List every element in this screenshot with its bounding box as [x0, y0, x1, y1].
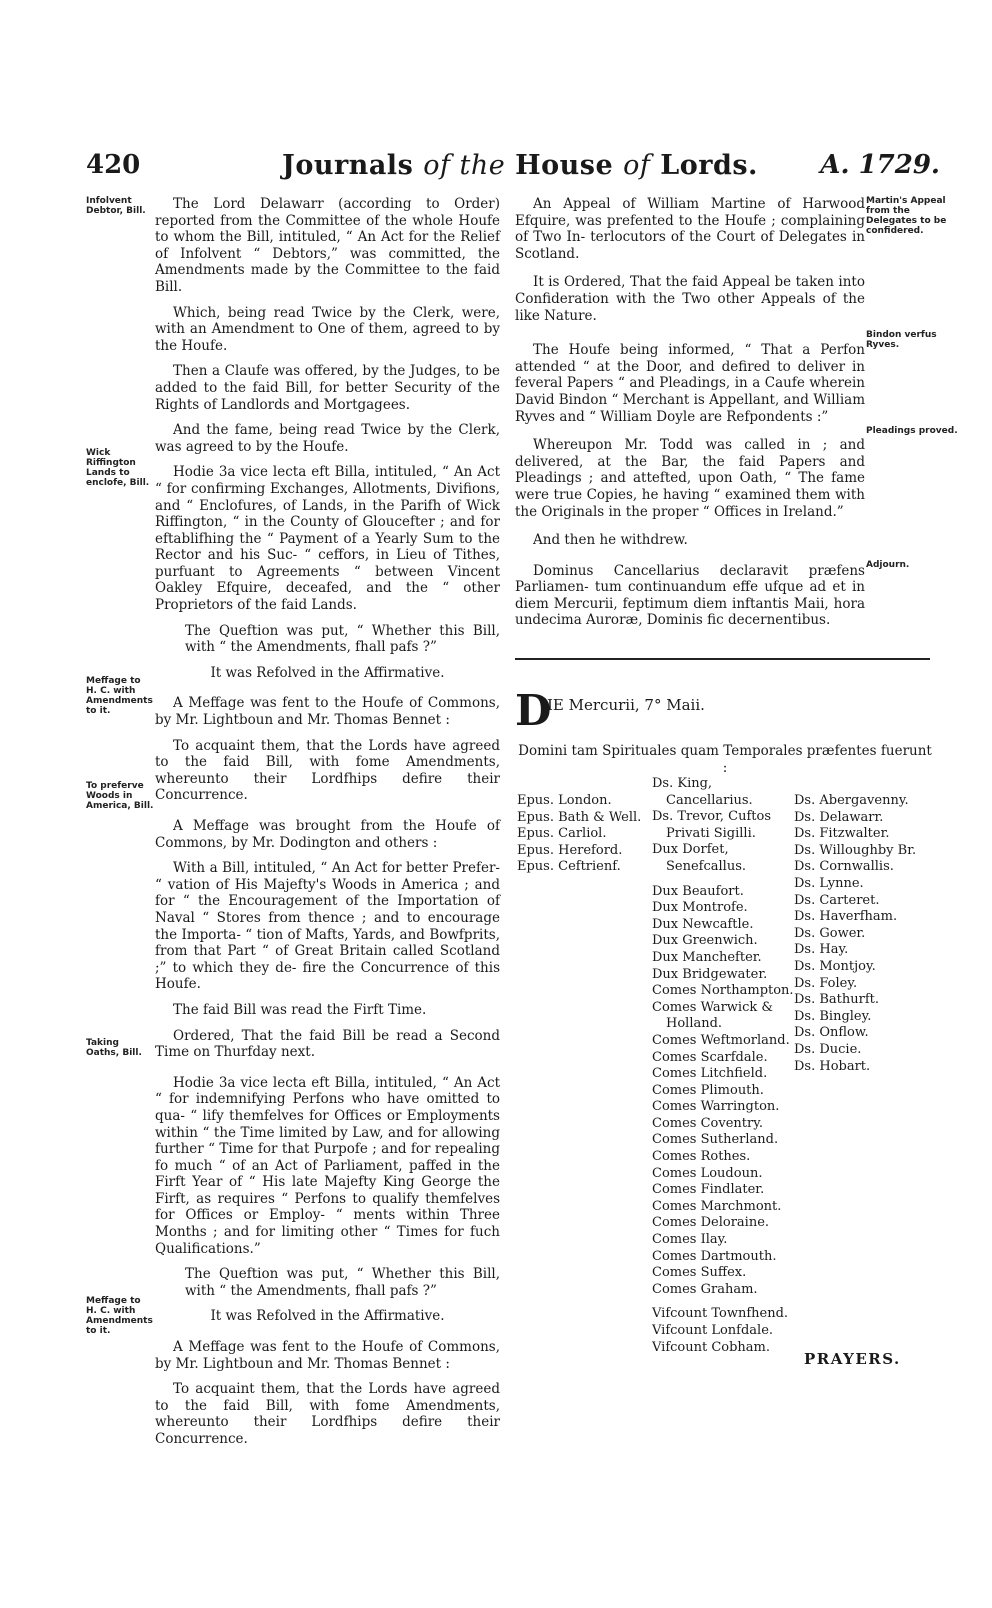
- list-item: Comes Dartmouth.: [652, 1248, 777, 1264]
- section-rule: [515, 658, 930, 660]
- list-item: Privati Sigilli.: [666, 825, 756, 841]
- list-item: Comes Marchmont.: [652, 1198, 782, 1214]
- list-gap: [652, 1298, 797, 1306]
- list-item: Epus. Hereford.: [517, 842, 623, 858]
- list-item: Ds. Bathurft.: [794, 992, 880, 1008]
- list-item: Dux Greenwich.: [652, 933, 758, 949]
- list-item: Ds. Carteret.: [794, 892, 880, 908]
- margin-note: Adjourn.: [866, 560, 910, 570]
- paragraph: And the fame, being read Twice by the Clerk, was agreed to by the Houfe.: [155, 422, 500, 455]
- list-item: Ds. Haverfham.: [794, 909, 898, 925]
- year: A. 1729.: [820, 150, 940, 180]
- list-item: Comes Plimouth.: [652, 1082, 764, 1098]
- list-item: Comes Graham.: [652, 1281, 758, 1297]
- paragraph: It is Ordered, That the faid Appeal be taken into Confideration with the Two other Appeals of the like Nature.: [515, 274, 865, 324]
- list-item: Comes Ilay.: [652, 1232, 728, 1248]
- left-column: [155, 196, 500, 1457]
- list-item: Comes Coventry.: [652, 1115, 763, 1131]
- list-item: Comes Warwick &: [652, 999, 773, 1015]
- list-item: Ds. Abergavenny.: [794, 793, 909, 808]
- paragraph: A Meffage was brought from the Houfe of Commons, by Mr. Dodington and others :: [155, 818, 500, 851]
- list-item: Comes Northampton.: [652, 983, 794, 999]
- paragraph: The Houfe being informed, “ That a Perfon attended “ at the Door, and defired to deliver in feveral Papers “ and Pleadings, in a Caufe wherein David Bindon “ Merchant is Appellant, and William Ryves and “ William Doyle are Refpondents :”: [515, 342, 865, 425]
- margin-note: Bindon verfus Ryves.: [866, 330, 937, 350]
- list-item: Epus. Carliol.: [517, 826, 607, 842]
- paragraph: And then he withdrew.: [533, 532, 688, 549]
- running-title: Journals of the House of Lords.: [282, 150, 758, 181]
- list-item: Ds. Trevor, Cuftos: [652, 809, 772, 825]
- list-item: Dux Montrofe.: [652, 900, 748, 916]
- list-item: Dux Bridgewater.: [652, 966, 768, 982]
- paragraph: Whereupon Mr. Todd was called in ; and delivered, at the Bar, the faid Papers and Pleadings ; and attefted, upon Oath, “ The fame were true Copies, he having “ examined them with the Originals in the proper “ Offices in Ireland.”: [515, 437, 865, 520]
- page-number: 420: [86, 150, 141, 180]
- list-item: Ds. Cornwallis.: [794, 859, 894, 875]
- list-item: Ds. Delawarr.: [794, 809, 884, 825]
- paragraph: Dominus Cancellarius declaravit præfens Parliamen- tum continuandum effe ufque ad et in diem Mercurii, feptimum diem inftantis Maii, hora undecima Auroræ, Dominis fic decernentibus.: [515, 562, 865, 629]
- list-item: Epus. London.: [517, 793, 612, 808]
- margin-note: To preferve Woods in America, Bill.: [86, 781, 154, 811]
- list-item: Ds. Bingley.: [794, 1008, 872, 1024]
- sitting-date: IE Mercurii, 7° Maii.: [547, 696, 705, 714]
- barons-list: [794, 793, 944, 1075]
- list-item: Ds. Lynne.: [794, 875, 864, 891]
- right-column: [515, 196, 865, 638]
- list-item: Comes Deloraine.: [652, 1215, 770, 1231]
- list-item: Ds. Hobart.: [794, 1058, 871, 1074]
- paragraph: The Queftion was put, “ Whether this Bill, with “ the Amendments, fhall pafs ?”: [185, 1266, 500, 1299]
- paragraph: Then a Claufe was offered, by the Judges, to be added to the faid Bill, for better Security of the Rights of Landlords and Mortgagees.: [155, 363, 500, 413]
- list-item: Dux Manchefter.: [652, 949, 762, 965]
- paragraph: An Appeal of William Martine of Harwood Efquire, was prefented to the Houfe ; complaining of Two In- terlocutors of the Court of Delegates in Scotland.: [515, 196, 865, 262]
- list-item: Ds. Gower.: [794, 925, 866, 941]
- paragraph: To acquaint them, that the Lords have agreed to the faid Bill, with fome Amendments, whereunto their Lordfhips defire their Concurrence.: [155, 1381, 500, 1447]
- list-item: Comes Warrington.: [652, 1099, 780, 1115]
- paragraph: It was Refolved in the Affirmative.: [210, 664, 445, 681]
- list-item: Ds. Fitzwalter.: [794, 826, 890, 842]
- list-item: Vifcount Lonfdale.: [652, 1323, 774, 1338]
- list-item: Comes Suffex.: [652, 1265, 747, 1281]
- margin-note: Meffage to H. C. with Amendments to it.: [86, 1296, 153, 1336]
- margin-note: Wick Riffington Lands to enclofe, Bill.: [86, 448, 150, 488]
- list-item: Epus. Bath & Well.: [517, 809, 642, 825]
- list-item: Ds. Willoughby Br.: [794, 842, 917, 858]
- paragraph: Hodie 3a vice lecta eft Billa, intituled, “ An Act “ for indemnifying Perfons who have omitted to qua- “ lify themfelves for Offices or Employments within “ the Time limited by Law, and for allowing further “ Time for that Purpofe ; and for repealing fo much “ of an Act of Parliament, paffed in the Firft Year of “ His late Majefty King George the Firft, as requires “ Perfons to qualify themfelves for Offices or Employ- “ ments within Three Months ; and for limiting other “ Times for fuch Qualifications.”: [155, 1074, 500, 1257]
- paragraph: Hodie 3a vice lecta eft Billa, intituled, “ An Act “ for confirming Exchanges, Allotments, Divifions, and “ Enclofures, of Lands, in the Parifh of Wick Riffington, “ in the County of Gloucefter ; and for eftablifhing the “ Payment of a Yearly Sum to the Rector and his Suc- “ ceffors, in Lieu of Tithes, purfuant to Agreements “ between Vincent Oakley Efquire, deceafed, and the “ other Proprietors of the faid Lands.: [155, 464, 500, 614]
- list-item: Vifcount Townfhend.: [652, 1306, 789, 1322]
- margin-note: Infolvent Debtor, Bill.: [86, 196, 146, 216]
- paragraph: It was Refolved in the Affirmative.: [210, 1308, 445, 1325]
- list-item: Ds. King,: [652, 776, 713, 791]
- list-item: Comes Weftmorland.: [652, 1032, 790, 1048]
- paragraph: The faid Bill was read the Firft Time.: [173, 1001, 427, 1018]
- peers-list: [652, 776, 797, 1356]
- attendance-heading: Domini tam Spirituales quam Temporales præfentes fuerunt :: [518, 743, 932, 776]
- paragraph: Which, being read Twice by the Clerk, were, with an Amendment to One of them, agreed to by the Houfe.: [155, 304, 500, 354]
- list-gap: [652, 876, 797, 884]
- list-item: Dux Newcaftle.: [652, 916, 754, 932]
- margin-note: Pleadings proved.: [866, 426, 958, 436]
- margin-note: Martin's Appeal from the Delegates to be confidered.: [866, 196, 947, 236]
- list-item: Comes Litchfield.: [652, 1066, 768, 1082]
- list-item: Comes Scarfdale.: [652, 1049, 768, 1065]
- list-item: Holland.: [666, 1016, 723, 1032]
- paragraph: A Meffage was fent to the Houfe of Commons, by Mr. Lightboun and Mr. Thomas Bennet :: [155, 1339, 500, 1372]
- margin-note: Meffage to H. C. with Amendments to it.: [86, 676, 153, 716]
- paragraph: A Meffage was fent to the Houfe of Commons, by Mr. Lightboun and Mr. Thomas Bennet :: [155, 695, 500, 729]
- list-item: Comes Sutherland.: [652, 1132, 779, 1148]
- paragraph: To acquaint them, that the Lords have agreed to the faid Bill, with fome Amendments, whereunto their Lordfhips defire their Concurrence.: [155, 737, 500, 804]
- list-item: Dux Beaufort.: [652, 883, 744, 899]
- catchword: PRAYERS.: [804, 1350, 901, 1368]
- list-item: Senefcallus.: [666, 858, 746, 874]
- paragraph: The Queftion was put, “ Whether this Bill, with “ the Amendments, fhall pafs ?”: [185, 622, 500, 656]
- list-item: Ds. Montjoy.: [794, 958, 876, 974]
- paragraph: The Lord Delawarr (according to Order) reported from the Committee of the whole Houfe to whom the Bill, intituled, “ An Act for the Relief of Infolvent “ Debtors,” was committed, the Amendments made by the Committee to the faid Bill.: [155, 196, 500, 295]
- list-item: Comes Loudoun.: [652, 1165, 763, 1181]
- page-header: [80, 150, 960, 190]
- paragraph: With a Bill, intituled, “ An Act for better Prefer- “ vation of His Majefty's Woods in America ; and for “ the Encouragement of the Importation of Naval “ Stores from thence ; and to encourage the Importa- “ tion of Mafts, Yards, and Bowfprits, from that Part “ of Great Britain called Scotland ;” to which they de- fire the Concurrence of this Houfe.: [155, 860, 500, 993]
- list-item: Dux Dorfet,: [652, 842, 729, 858]
- list-item: Ds. Onflow.: [794, 1025, 869, 1041]
- drop-cap: D: [515, 686, 552, 735]
- margin-note: Taking Oaths, Bill.: [86, 1038, 142, 1058]
- list-item: Ds. Foley.: [794, 975, 858, 991]
- list-item: Comes Findlater.: [652, 1182, 765, 1198]
- list-item: Ds. Ducie.: [794, 1041, 862, 1057]
- bishops-list: [517, 793, 642, 876]
- list-item: Cancellarius.: [666, 792, 753, 808]
- list-item: Comes Rothes.: [652, 1149, 751, 1165]
- list-item: Epus. Ceftrienf.: [517, 859, 621, 875]
- list-item: Ds. Hay.: [794, 942, 849, 958]
- list-item: Vifcount Cobham.: [652, 1339, 771, 1355]
- paragraph: Ordered, That the faid Bill be read a Second Time on Thurfday next.: [155, 1027, 500, 1061]
